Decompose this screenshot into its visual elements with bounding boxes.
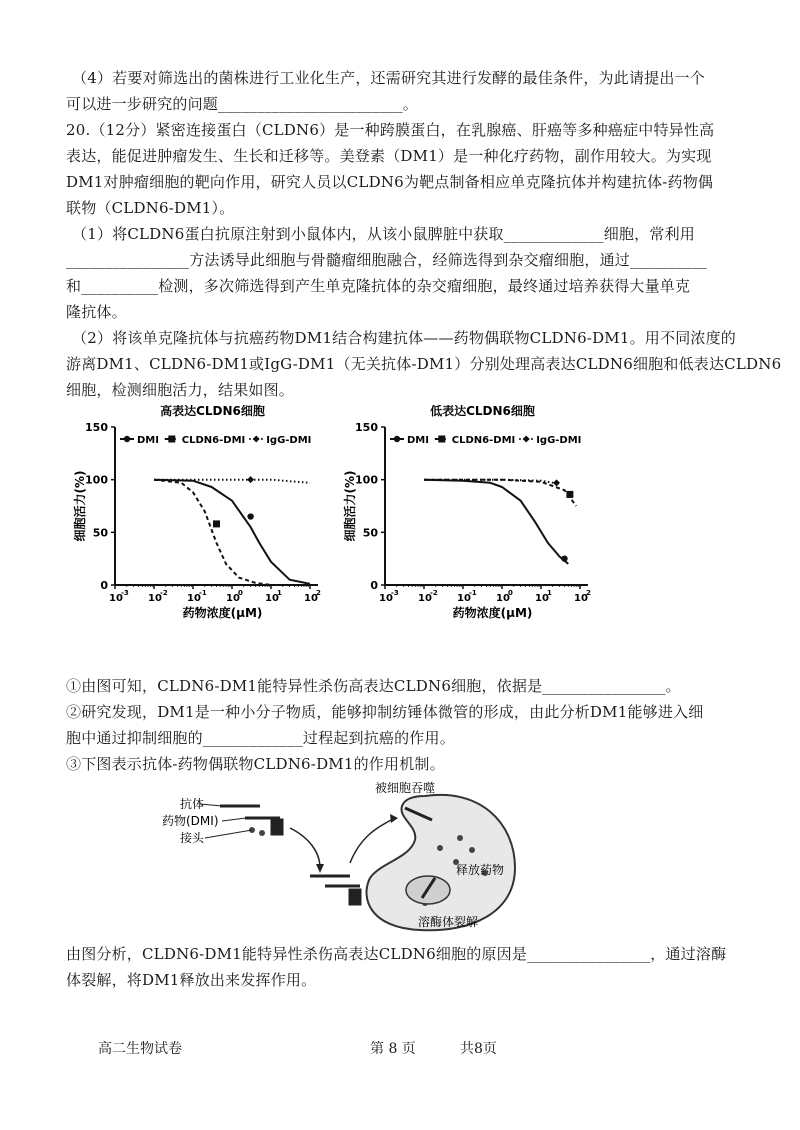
q20-part1-3: 和__________检测，多次筛选得到产生单克隆抗体的杂交瘤细胞，最终通过培养获得大量单克 xyxy=(66,277,691,295)
chart-title: 高表达CLDN6细胞 xyxy=(160,405,265,418)
data-point-dmi xyxy=(247,513,253,519)
label-lysosome: 溶酶体裂解 xyxy=(418,915,479,929)
x-tick-label: 10 xyxy=(226,593,240,604)
x-tick-label: 10 xyxy=(187,593,201,604)
legend-label: IgG-DMI xyxy=(536,435,582,446)
data-point-igg-dmi xyxy=(553,479,560,486)
q20-intro-4: 联物（CLDN6-DM1）。 xyxy=(66,199,235,217)
q20-sub2-2: 胞中通过抑制细胞的_____________过程起到抗癌的作用。 xyxy=(66,729,455,747)
arrow-down-icon xyxy=(290,828,320,868)
x-tick-label: 10 xyxy=(379,593,393,604)
x-tick-label: 10 xyxy=(304,593,318,604)
drug-dot xyxy=(457,835,463,841)
data-point-igg-dmi xyxy=(247,476,254,483)
x-tick-label: 10 xyxy=(109,593,123,604)
x-tick-exponent: -3 xyxy=(391,589,399,597)
label-antibody: 抗体 xyxy=(180,797,205,811)
x-tick-label: 10 xyxy=(148,593,162,604)
x-tick-exponent: 1 xyxy=(277,589,282,597)
x-tick-exponent: 2 xyxy=(586,589,591,597)
label-release: 释放药物 xyxy=(456,863,505,877)
drug-dot xyxy=(469,847,475,853)
chart-title: 低表达CLDN6细胞 xyxy=(430,405,535,418)
drug-dot xyxy=(437,845,443,851)
q20-sub2-1: ②研究发现，DM1是一种小分子物质，能够抑制纺锤体微管的形成，由此分析DM1能够进入细 xyxy=(66,703,704,721)
q20-part2-1: （2）将该单克隆抗体与抗癌药物DM1结合构建抗体——药物偶联物CLDN6-DM1。用不同浓度的 xyxy=(72,329,737,347)
x-tick-exponent: -1 xyxy=(199,589,207,597)
y-tick-label: 150 xyxy=(85,421,108,434)
legend-marker xyxy=(168,436,175,443)
legend-label: DMI xyxy=(407,435,429,446)
q20-part2-3: 细胞，检测细胞活力，结果如图。 xyxy=(66,381,295,399)
x-tick-label: 10 xyxy=(265,593,279,604)
q20-sub1: ①由图可知，CLDN6-DM1能特异性杀伤高表达CLDN6细胞，依据是________________。 xyxy=(66,677,681,695)
x-tick-exponent: 2 xyxy=(316,589,321,597)
y-tick-label: 0 xyxy=(100,579,108,592)
q20-part2-2: 游离DM1、CLDN6-DM1或IgG-DM1（无关抗体-DM1）分别处理高表达CLDN6细胞和低表达CLDN6 xyxy=(66,355,782,373)
label-linker: 接头 xyxy=(180,831,205,845)
legend-label: CLDN6-DMI xyxy=(451,435,516,446)
x-tick-exponent: -2 xyxy=(430,589,438,597)
x-tick-label: 10 xyxy=(535,593,549,604)
q20-intro-2: 表达，能促进肿瘤发生、生长和迁移等。美登素（DM1）是一种化疗药物，副作用较大。为实现 xyxy=(66,147,712,165)
x-tick-exponent: -2 xyxy=(160,589,168,597)
q4-line-2: 可以进一步研究的问题________________________。 xyxy=(66,95,419,113)
legend-label: DMI xyxy=(137,435,159,446)
q20-analysis-2: 体裂解，将DM1释放出来发挥作用。 xyxy=(66,971,317,989)
x-tick-label: 10 xyxy=(418,593,432,604)
x-tick-exponent: 0 xyxy=(238,589,243,597)
label-endocytosis: 被细胞吞噬 xyxy=(375,781,436,795)
q20-analysis-1: 由图分析，CLDN6-DM1能特异性杀伤高表达CLDN6细胞的原因是________________，通过溶酶 xyxy=(66,945,727,963)
y-axis-label: 细胞活力(%) xyxy=(343,470,357,542)
legend-marker xyxy=(394,436,400,442)
series-line-dmi xyxy=(424,480,568,564)
data-point-cldn6-dmi xyxy=(566,491,573,498)
q20-part1-1: （1）将CLDN6蛋白抗原注射到小鼠体内，从该小鼠脾脏中获取_____________细胞，常利用 xyxy=(72,225,695,243)
q20-part1-2: ________________方法诱导此细胞与骨髓瘤细胞融合，经筛选得到杂交瘤细胞，通过__________ xyxy=(66,251,708,269)
x-tick-exponent: -1 xyxy=(469,589,477,597)
legend-marker xyxy=(523,436,530,443)
data-point-cldn6-dmi xyxy=(213,520,220,527)
legend-marker xyxy=(253,436,260,443)
q20-intro-1: 20.（12分）紧密连接蛋白（CLDN6）是一种跨膜蛋白，在乳腺癌、肝癌等多种癌症中特异性高 xyxy=(66,121,715,139)
y-tick-label: 50 xyxy=(362,526,378,540)
q4-line-1: （4）若要对筛选出的菌株进行工业化生产，还需研究其进行发酵的最佳条件，为此请提出一个 xyxy=(72,69,705,87)
legend-marker xyxy=(124,436,130,442)
series-line-cldn6-dmi xyxy=(424,480,576,506)
chart-low-expression xyxy=(340,405,630,635)
mechanism-diagram xyxy=(160,778,530,938)
x-tick-label: 10 xyxy=(496,593,510,604)
x-tick-exponent: -3 xyxy=(121,589,129,597)
x-axis-label: 药物浓度(μM) xyxy=(182,606,263,620)
y-tick-label: 100 xyxy=(85,473,108,487)
legend-label: CLDN6-DMI xyxy=(181,435,246,446)
y-tick-label: 0 xyxy=(370,579,378,592)
y-tick-label: 150 xyxy=(355,421,378,434)
q20-sub3: ③下图表示抗体-药物偶联物CLDN6-DM1的作用机制。 xyxy=(66,755,445,773)
footer-page: 第 8 页 xyxy=(370,1041,416,1057)
antibody-drug-conjugate-bound xyxy=(310,876,360,904)
q20-part1-4: 隆抗体。 xyxy=(66,303,127,321)
y-tick-label: 50 xyxy=(92,526,108,540)
legend-marker xyxy=(438,436,445,443)
x-tick-exponent: 1 xyxy=(547,589,552,597)
x-tick-label: 10 xyxy=(457,593,471,604)
q20-intro-3: DM1对肿瘤细胞的靶向作用，研究人员以CLDN6为靶点制备相应单克隆抗体并构建抗体-药物偶 xyxy=(66,173,714,191)
chart-high-expression xyxy=(70,405,330,635)
series-line-dmi xyxy=(154,480,310,584)
y-tick-label: 100 xyxy=(355,473,378,487)
footer-left: 高二生物试卷 xyxy=(98,1041,182,1057)
arrow-up-icon xyxy=(350,818,395,863)
legend-label: IgG-DMI xyxy=(266,435,312,446)
label-drug: 药物(DMI) xyxy=(162,814,219,828)
y-axis-label: 细胞活力(%) xyxy=(73,470,87,542)
x-tick-label: 10 xyxy=(574,593,588,604)
x-tick-exponent: 0 xyxy=(508,589,513,597)
data-point-dmi xyxy=(561,555,567,561)
footer-total: 共8页 xyxy=(460,1041,497,1057)
x-axis-label: 药物浓度(μM) xyxy=(452,606,533,620)
